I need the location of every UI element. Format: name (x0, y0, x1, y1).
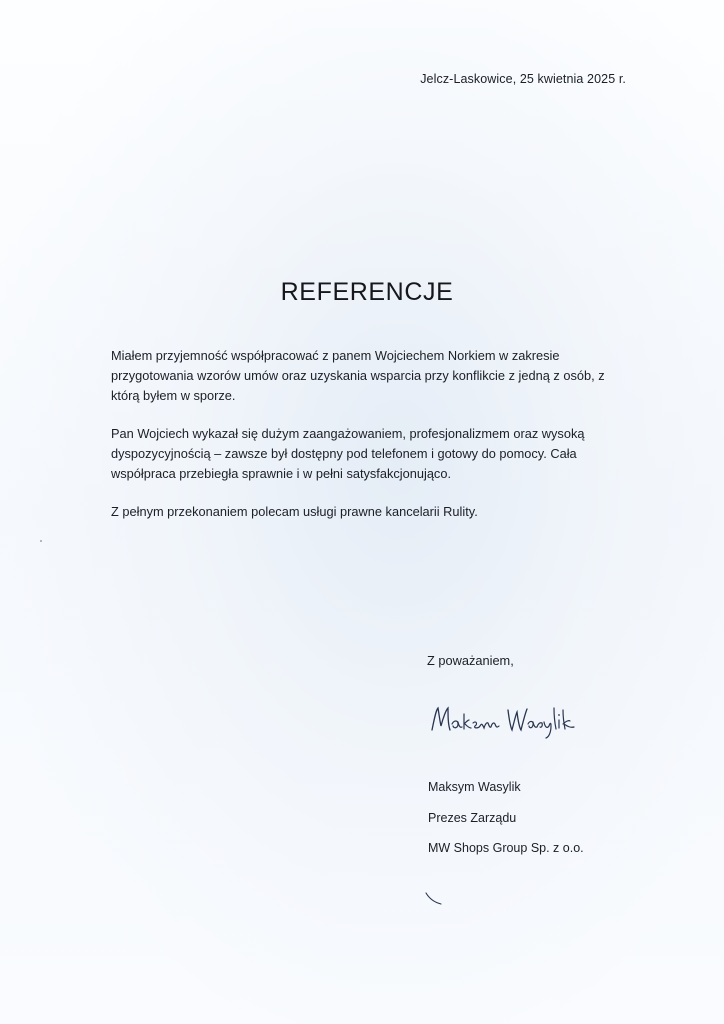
signer-company: MW Shops Group Sp. z o.o. (428, 841, 584, 855)
pen-mark (424, 890, 444, 908)
letter-body (111, 346, 631, 540)
document-title: REFERENCJE (280, 278, 454, 306)
paragraph-1: Miałem przyjemność współpracować z panem Wojciechem Norkiem w zakresie przygotowania wzorów umów oraz uzyskania wsparcia przy konflikcie z jedną z osób, z którą byłem w sporze. (111, 348, 605, 403)
scan-speck (40, 540, 42, 542)
signer-name: Maksym Wasylik (428, 780, 521, 794)
handwritten-signature (428, 700, 588, 740)
signer-role: Prezes Zarządu (428, 810, 517, 825)
signer-block (428, 772, 584, 864)
place-and-date: Jelcz-Laskowice, 25 kwietnia 2025 r. (420, 72, 626, 86)
closing-salutation: Z poważaniem, (427, 653, 514, 668)
paragraph-3: Z pełnym przekonaniem polecam usługi prawne kancelarii Rulity. (111, 504, 478, 519)
paragraph-2: Pan Wojciech wykazał się dużym zaangażowaniem, profesjonalizmem oraz wysoką dyspozycyjnością – zawsze był dostępny pod telefonem i gotowy do pomocy. Cała współpraca przebiegła sprawnie i w pełni satysfakcjonująco. (111, 426, 585, 481)
